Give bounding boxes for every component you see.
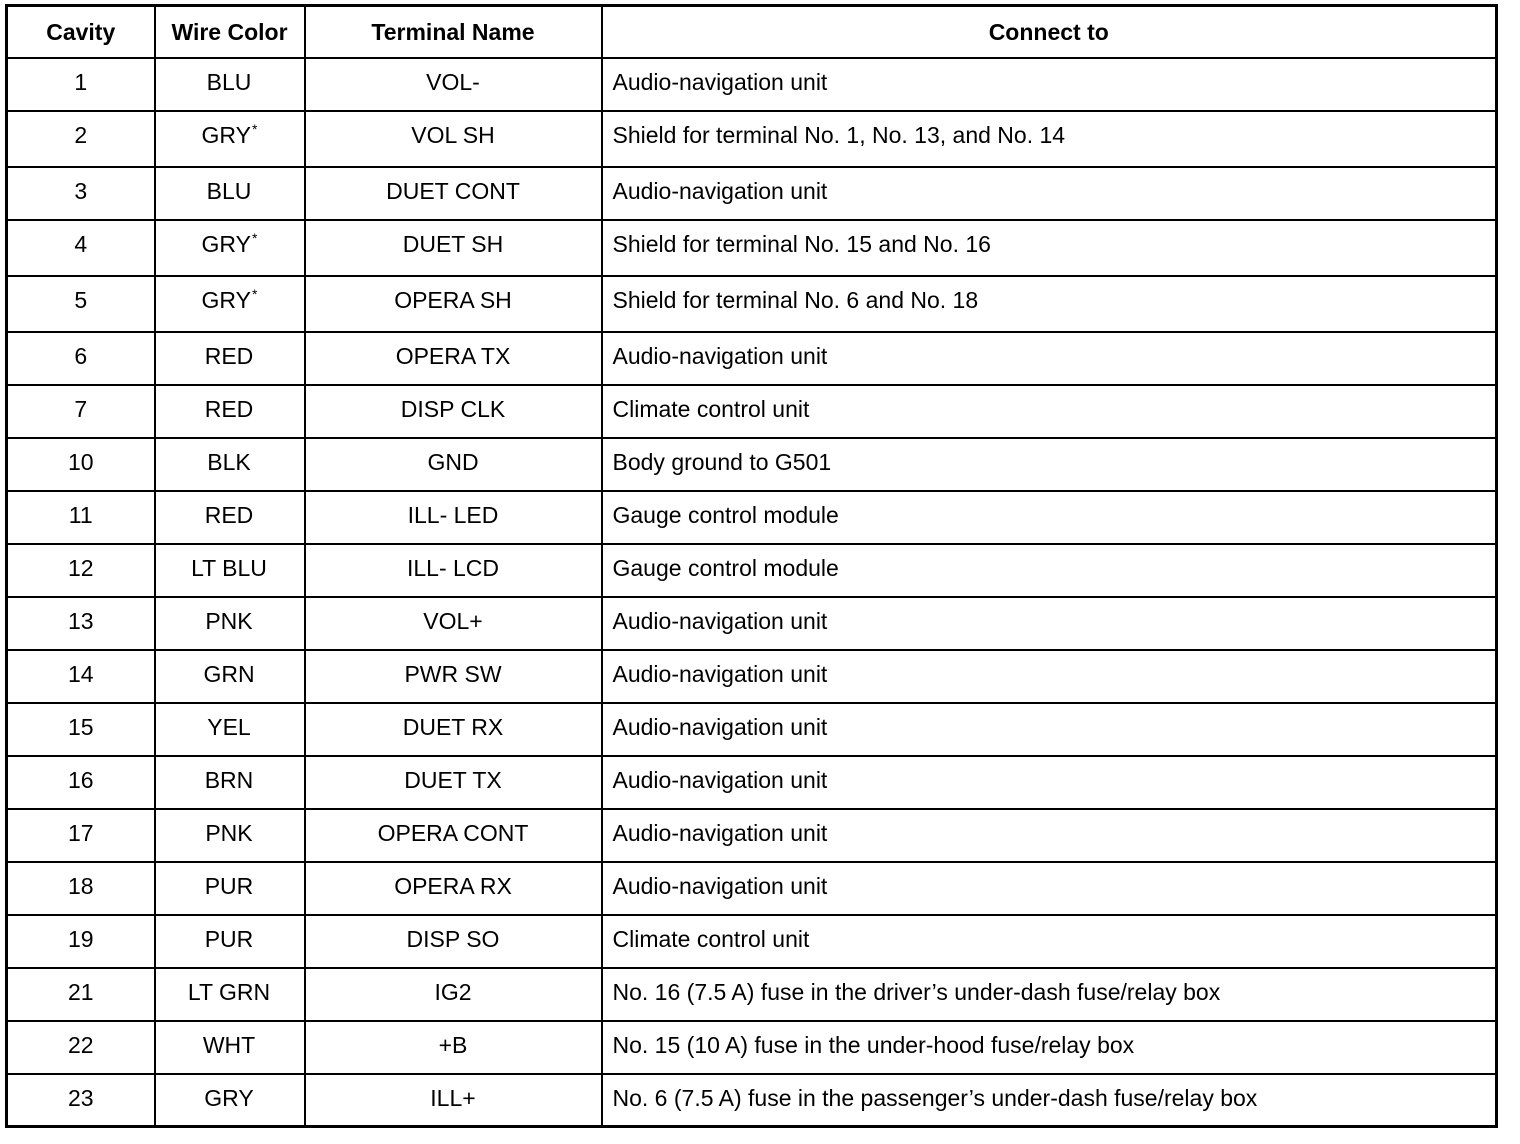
terminal-name-cell [305,111,602,167]
terminal-name-cell [305,438,602,491]
cavity-cell [7,58,155,111]
cavity-cell [7,491,155,544]
connect-to-value: Gauge control module [612,554,839,581]
terminal-name-value: DUET CONT [386,177,520,204]
table-row [7,1074,1497,1127]
terminal-name-cell [305,650,602,703]
terminal-name-value: IG2 [434,978,472,1005]
cavity-value: 23 [67,1084,94,1111]
terminal-name-value: OPERA CONT [377,819,529,846]
wire-color-value: WHT [202,1031,256,1058]
connect-to-cell [602,703,1497,756]
connect-to-cell [602,915,1497,968]
connect-to-cell [602,1074,1497,1127]
wire-color-value: RED [204,342,254,369]
connect-to-cell [602,220,1497,276]
wire-color-value: YEL [207,713,251,740]
wire-color-value: BLK [207,448,251,475]
terminal-name-value: VOL+ [423,607,483,634]
table-row [7,756,1497,809]
cavity-cell [7,220,155,276]
cavity-cell [7,1021,155,1074]
terminal-name-cell [305,809,602,862]
wire-color-value: RED [204,501,254,528]
wire-color-cell [155,703,305,756]
connect-to-value: Audio-navigation unit [612,713,828,740]
cavity-value: 22 [67,1031,94,1058]
connect-to-value: No. 15 (10 A) fuse in the under-hood fuse/relay box [612,1031,1135,1058]
wire-color-value: BLU [206,177,252,204]
terminal-name-value: DISP SO [406,925,500,952]
terminal-name-cell [305,491,602,544]
cavity-cell [7,809,155,862]
wire-color-value: PUR [204,872,254,899]
connect-to-cell [602,111,1497,167]
wire-color-value: LT BLU [191,554,267,581]
terminal-name-cell [305,968,602,1021]
cavity-value: 17 [67,819,94,846]
cavity-value: 13 [67,607,94,634]
terminal-name-value: ILL+ [430,1084,476,1111]
cavity-value: 16 [67,766,94,793]
cavity-cell [7,703,155,756]
table-body [7,58,1497,1127]
connect-to-value: Shield for terminal No. 6 and No. 18 [612,286,979,313]
wire-color-cell [155,220,305,276]
terminal-name-value: DISP CLK [400,395,506,422]
table-row [7,438,1497,491]
wire-color-cell [155,491,305,544]
connect-to-cell [602,332,1497,385]
wire-color-cell [155,809,305,862]
connect-to-cell [602,276,1497,332]
shield-footnote-mark: * [251,229,258,246]
header-cavity: Cavity [7,6,155,58]
terminal-name-value: OPERA RX [394,872,512,899]
connect-to-cell [602,968,1497,1021]
connect-to-value: No. 16 (7.5 A) fuse in the driver’s under-dash fuse/relay box [612,978,1221,1005]
terminal-name-cell [305,385,602,438]
cavity-value: 1 [74,68,88,95]
wire-color-value: LT GRN [187,978,271,1005]
wire-color-value: GRY [204,1084,254,1111]
cavity-cell [7,167,155,220]
connector-pinout-sheet [5,4,1498,1128]
cavity-cell [7,276,155,332]
terminal-name-value: OPERA SH [394,286,512,313]
connect-to-cell [602,597,1497,650]
terminal-name-value: VOL SH [411,121,495,148]
wire-color-cell [155,385,305,438]
header-terminal-name: Terminal Name [305,6,602,58]
table-row [7,809,1497,862]
cavity-cell [7,385,155,438]
table-row [7,332,1497,385]
connect-to-value: Shield for terminal No. 1, No. 13, and No. 14 [612,121,1066,148]
terminal-name-cell [305,544,602,597]
table-row [7,544,1497,597]
table-row [7,597,1497,650]
wire-color-cell [155,544,305,597]
connect-to-cell [602,1021,1497,1074]
cavity-value: 6 [74,342,88,369]
wire-color-cell [155,167,305,220]
header-wire-color: Wire Color [155,6,305,58]
wire-color-value: GRY [201,121,251,148]
terminal-name-value: DUET RX [402,713,504,740]
wire-color-cell [155,58,305,111]
cavity-value: 15 [67,713,94,740]
terminal-name-value: DUET TX [404,766,502,793]
terminal-name-value: +B [438,1031,468,1058]
table-header [7,6,1497,58]
cavity-value: 21 [67,978,94,1005]
cavity-value: 11 [68,501,93,528]
connect-to-value: Audio-navigation unit [612,68,828,95]
cavity-cell [7,650,155,703]
cavity-value: 18 [67,872,94,899]
cavity-cell [7,597,155,650]
cavity-cell [7,332,155,385]
connect-to-value: Audio-navigation unit [612,766,828,793]
wire-color-cell [155,597,305,650]
table-row [7,385,1497,438]
table-row [7,111,1497,167]
terminal-name-cell [305,58,602,111]
table-row [7,1021,1497,1074]
cavity-cell [7,862,155,915]
terminal-name-cell [305,915,602,968]
cavity-value: 10 [67,448,94,475]
shield-footnote-mark: * [251,120,258,137]
terminal-name-value: VOL- [426,68,480,95]
connect-to-cell [602,491,1497,544]
terminal-name-value: ILL- LCD [406,554,500,581]
terminal-name-cell [305,220,602,276]
connect-to-value: Audio-navigation unit [612,660,828,687]
terminal-name-value: OPERA TX [395,342,511,369]
cavity-value: 14 [67,660,94,687]
table-row [7,58,1497,111]
wire-color-cell [155,332,305,385]
wire-color-cell [155,968,305,1021]
connect-to-cell [602,385,1497,438]
terminal-name-cell [305,1074,602,1127]
cavity-cell [7,968,155,1021]
table-row [7,650,1497,703]
wire-color-value: PUR [204,925,254,952]
connect-to-cell [602,167,1497,220]
wire-color-cell [155,915,305,968]
terminal-name-cell [305,756,602,809]
connect-to-value: Body ground to G501 [612,448,832,475]
wire-color-cell [155,862,305,915]
terminal-name-cell [305,332,602,385]
cavity-value: 19 [67,925,94,952]
header-connect-to: Connect to [602,6,1497,58]
connect-to-cell [602,862,1497,915]
wire-color-value: PNK [205,819,253,846]
cavity-cell [7,111,155,167]
terminal-name-value: ILL- LED [407,501,499,528]
connect-to-cell [602,809,1497,862]
terminal-name-cell [305,167,602,220]
connect-to-cell [602,756,1497,809]
connect-to-value: Audio-navigation unit [612,177,828,204]
wire-color-value: RED [204,395,254,422]
wire-color-cell [155,111,305,167]
cavity-value: 5 [74,286,88,313]
connect-to-value: No. 6 (7.5 A) fuse in the passenger’s under-dash fuse/relay box [612,1084,1258,1111]
connect-to-value: Audio-navigation unit [612,872,828,899]
connect-to-cell [602,438,1497,491]
cavity-value: 7 [74,395,88,422]
connect-to-cell [602,544,1497,597]
connector-pinout-table [5,4,1498,1128]
header-row [7,6,1497,58]
wire-color-cell [155,756,305,809]
cavity-cell [7,756,155,809]
wire-color-cell [155,438,305,491]
terminal-name-cell [305,1021,602,1074]
connect-to-value: Gauge control module [612,501,839,528]
cavity-cell [7,438,155,491]
wire-color-value: PNK [205,607,253,634]
table-row [7,220,1497,276]
connect-to-value: Climate control unit [612,925,810,952]
table-row [7,862,1497,915]
connect-to-value: Shield for terminal No. 15 and No. 16 [612,230,991,257]
terminal-name-value: PWR SW [404,660,502,687]
wire-color-value: BLU [206,68,252,95]
connect-to-value: Audio-navigation unit [612,819,828,846]
table-row [7,703,1497,756]
cavity-value: 2 [74,121,88,148]
terminal-name-cell [305,597,602,650]
wire-color-cell [155,1074,305,1127]
cavity-cell [7,1074,155,1127]
table-row [7,915,1497,968]
cavity-value: 12 [67,554,94,581]
connect-to-cell [602,58,1497,111]
wire-color-value: BRN [204,766,254,793]
terminal-name-cell [305,276,602,332]
cavity-value: 4 [74,230,88,257]
cavity-value: 3 [74,177,88,204]
shield-footnote-mark: * [251,285,258,302]
connect-to-value: Climate control unit [612,395,810,422]
connect-to-value: Audio-navigation unit [612,607,828,634]
terminal-name-value: DUET SH [402,230,504,257]
table-row [7,491,1497,544]
connect-to-value: Audio-navigation unit [612,342,828,369]
connect-to-cell [602,650,1497,703]
wire-color-cell [155,276,305,332]
table-row [7,276,1497,332]
cavity-cell [7,544,155,597]
cavity-cell [7,915,155,968]
wire-color-cell [155,1021,305,1074]
terminal-name-cell [305,862,602,915]
table-row [7,167,1497,220]
wire-color-value: GRY [201,230,251,257]
wire-color-value: GRY [201,286,251,313]
wire-color-cell [155,650,305,703]
terminal-name-value: GND [427,448,479,475]
terminal-name-cell [305,703,602,756]
wire-color-value: GRN [203,660,255,687]
table-row [7,968,1497,1021]
